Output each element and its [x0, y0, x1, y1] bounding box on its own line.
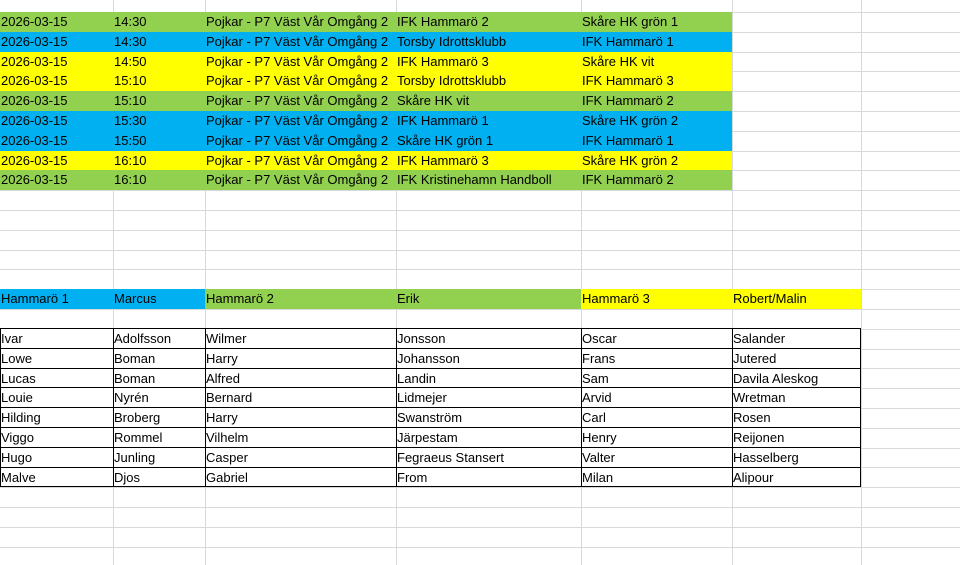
team-leader-cell[interactable]: Erik [397, 291, 420, 306]
date-cell[interactable]: 2026-03-15 [1, 14, 68, 29]
away-team-cell[interactable]: Skåre HK grön 1 [582, 14, 679, 29]
first-name-cell[interactable]: Ivar [1, 331, 23, 346]
away-team-cell[interactable]: IFK Hammarö 1 [582, 133, 674, 148]
time-cell[interactable]: 15:10 [114, 93, 147, 108]
match-row[interactable] [0, 151, 732, 171]
date-cell[interactable]: 2026-03-15 [1, 153, 68, 168]
last-name-cell[interactable]: Lidmejer [397, 390, 447, 405]
first-name-cell[interactable]: Hugo [1, 450, 33, 465]
first-name-cell[interactable]: Oscar [582, 331, 617, 346]
last-name-cell[interactable]: Adolfsson [114, 331, 172, 346]
grid-row-line [0, 547, 960, 548]
time-cell[interactable]: 16:10 [114, 153, 147, 168]
team-name-cell[interactable]: Hammarö 2 [206, 291, 274, 306]
first-name-cell[interactable]: Vilhelm [206, 430, 249, 445]
grid-row-line [0, 210, 960, 211]
date-cell[interactable]: 2026-03-15 [1, 73, 68, 88]
match-row[interactable] [0, 12, 732, 32]
last-name-cell[interactable]: Jonsson [397, 331, 446, 346]
series-cell[interactable]: Pojkar - P7 Väst Vår Omgång 2 [206, 113, 389, 128]
grid-column-line [861, 0, 862, 565]
away-team-cell[interactable]: IFK Hammarö 2 [582, 172, 674, 187]
time-cell[interactable]: 14:30 [114, 14, 147, 29]
last-name-cell[interactable]: From [397, 470, 428, 485]
player-table-body [0, 328, 861, 486]
grid-row-line [0, 527, 960, 528]
time-cell[interactable]: 14:30 [114, 34, 147, 49]
last-name-cell[interactable]: Jutered [733, 351, 777, 366]
home-team-cell[interactable]: Skåre HK grön 1 [397, 133, 494, 148]
away-team-cell[interactable]: IFK Hammarö 2 [582, 93, 674, 108]
time-cell[interactable]: 16:10 [114, 172, 147, 187]
last-name-cell[interactable]: Davila Aleskog [733, 371, 819, 386]
date-cell[interactable]: 2026-03-15 [1, 34, 68, 49]
first-name-cell[interactable]: Frans [582, 351, 616, 366]
team-header-1[interactable] [0, 289, 205, 309]
home-team-cell[interactable]: Torsby Idrottsklubb [397, 34, 507, 49]
grid-row-line [0, 309, 960, 310]
first-name-cell[interactable]: Arvid [582, 390, 612, 405]
series-cell[interactable]: Pojkar - P7 Väst Vår Omgång 2 [206, 153, 389, 168]
team-header-2[interactable] [205, 289, 581, 309]
first-name-cell[interactable]: Valter [582, 450, 615, 465]
last-name-cell[interactable]: Nyrén [114, 390, 149, 405]
series-cell[interactable]: Pojkar - P7 Väst Vår Omgång 2 [206, 133, 389, 148]
team-header-3[interactable] [581, 289, 861, 309]
last-name-cell[interactable]: Salander [733, 331, 786, 346]
grid-row-line [0, 487, 960, 488]
grid-row-line [0, 507, 960, 508]
grid-row-line [0, 250, 960, 251]
team-name-cell[interactable]: Hammarö 3 [582, 291, 650, 306]
first-name-cell[interactable]: Lowe [1, 351, 33, 366]
first-name-cell[interactable]: Hilding [1, 410, 41, 425]
first-name-cell[interactable]: Lucas [1, 371, 36, 386]
first-name-cell[interactable]: Louie [1, 390, 33, 405]
table-column-border [396, 328, 397, 487]
time-cell[interactable]: 14:50 [114, 54, 147, 69]
first-name-cell[interactable]: Alfred [206, 371, 240, 386]
last-name-cell[interactable]: Boman [114, 351, 156, 366]
first-name-cell[interactable]: Harry [206, 351, 238, 366]
home-team-cell[interactable]: IFK Kristinehamn Handboll [397, 172, 552, 187]
away-team-cell[interactable]: Skåre HK grön 2 [582, 113, 679, 128]
last-name-cell[interactable]: Reijonen [733, 430, 785, 445]
team-leader-cell[interactable]: Marcus [114, 291, 157, 306]
away-team-cell[interactable]: Skåre HK vit [582, 54, 655, 69]
series-cell[interactable]: Pojkar - P7 Väst Vår Omgång 2 [206, 14, 389, 29]
home-team-cell[interactable]: IFK Hammarö 1 [397, 113, 489, 128]
last-name-cell[interactable]: Johansson [397, 351, 460, 366]
last-name-cell[interactable]: Junling [114, 450, 156, 465]
last-name-cell[interactable]: Rosen [733, 410, 771, 425]
time-cell[interactable]: 15:50 [114, 133, 147, 148]
series-cell[interactable]: Pojkar - P7 Väst Vår Omgång 2 [206, 73, 389, 88]
last-name-cell[interactable]: Djos [114, 470, 141, 485]
series-cell[interactable]: Pojkar - P7 Väst Vår Omgång 2 [206, 93, 389, 108]
first-name-cell[interactable]: Harry [206, 410, 238, 425]
away-team-cell[interactable]: IFK Hammarö 3 [582, 73, 674, 88]
date-cell[interactable]: 2026-03-15 [1, 113, 68, 128]
match-row[interactable] [0, 111, 732, 131]
first-name-cell[interactable]: Casper [206, 450, 248, 465]
first-name-cell[interactable]: Carl [582, 410, 606, 425]
first-name-cell[interactable]: Henry [582, 430, 617, 445]
home-team-cell[interactable]: Skåre HK vit [397, 93, 470, 108]
series-cell[interactable]: Pojkar - P7 Väst Vår Omgång 2 [206, 54, 389, 69]
last-name-cell[interactable]: Rommel [114, 430, 163, 445]
first-name-cell[interactable]: Bernard [206, 390, 253, 405]
last-name-cell[interactable]: Hasselberg [733, 450, 799, 465]
home-team-cell[interactable]: Torsby Idrottsklubb [397, 73, 507, 88]
table-column-border [860, 328, 861, 487]
home-team-cell[interactable]: IFK Hammarö 3 [397, 54, 489, 69]
match-row[interactable] [0, 91, 732, 111]
first-name-cell[interactable]: Malve [1, 470, 36, 485]
team-leader-cell[interactable]: Robert/Malin [733, 291, 807, 306]
first-name-cell[interactable]: Milan [582, 470, 614, 485]
last-name-cell[interactable]: Broberg [114, 410, 161, 425]
date-cell[interactable]: 2026-03-15 [1, 133, 68, 148]
first-name-cell[interactable]: Wilmer [206, 331, 247, 346]
last-name-cell[interactable]: Landin [397, 371, 437, 386]
last-name-cell[interactable]: Boman [114, 371, 156, 386]
team-name-cell[interactable]: Hammarö 1 [1, 291, 69, 306]
away-team-cell[interactable]: Skåre HK grön 2 [582, 153, 679, 168]
date-cell[interactable]: 2026-03-15 [1, 54, 68, 69]
home-team-cell[interactable]: IFK Hammarö 2 [397, 14, 489, 29]
first-name-cell[interactable]: Viggo [1, 430, 35, 445]
series-cell[interactable]: Pojkar - P7 Väst Vår Omgång 2 [206, 34, 389, 49]
grid-row-line [0, 190, 960, 191]
table-column-border [581, 328, 582, 487]
away-team-cell[interactable]: IFK Hammarö 1 [582, 34, 674, 49]
last-name-cell[interactable]: Fegraeus Stansert [397, 450, 504, 465]
table-column-border [0, 328, 1, 487]
series-cell[interactable]: Pojkar - P7 Väst Vår Omgång 2 [206, 172, 389, 187]
table-column-border [732, 328, 733, 487]
match-row[interactable] [0, 71, 732, 91]
first-name-cell[interactable]: Sam [582, 371, 609, 386]
match-row[interactable] [0, 131, 732, 151]
first-name-cell[interactable]: Gabriel [206, 470, 248, 485]
grid-row-line [0, 230, 960, 231]
last-name-cell[interactable]: Järpestam [397, 430, 458, 445]
match-row[interactable] [0, 170, 732, 190]
match-row[interactable] [0, 52, 732, 72]
table-column-border [113, 328, 114, 487]
table-column-border [205, 328, 206, 487]
match-row[interactable] [0, 32, 732, 52]
time-cell[interactable]: 15:10 [114, 73, 147, 88]
last-name-cell[interactable]: Swanström [397, 410, 463, 425]
time-cell[interactable]: 15:30 [114, 113, 147, 128]
date-cell[interactable]: 2026-03-15 [1, 93, 68, 108]
last-name-cell[interactable]: Alipour [733, 470, 774, 485]
grid-row-line [0, 269, 960, 270]
date-cell[interactable]: 2026-03-15 [1, 172, 68, 187]
last-name-cell[interactable]: Wretman [733, 390, 786, 405]
home-team-cell[interactable]: IFK Hammarö 3 [397, 153, 489, 168]
